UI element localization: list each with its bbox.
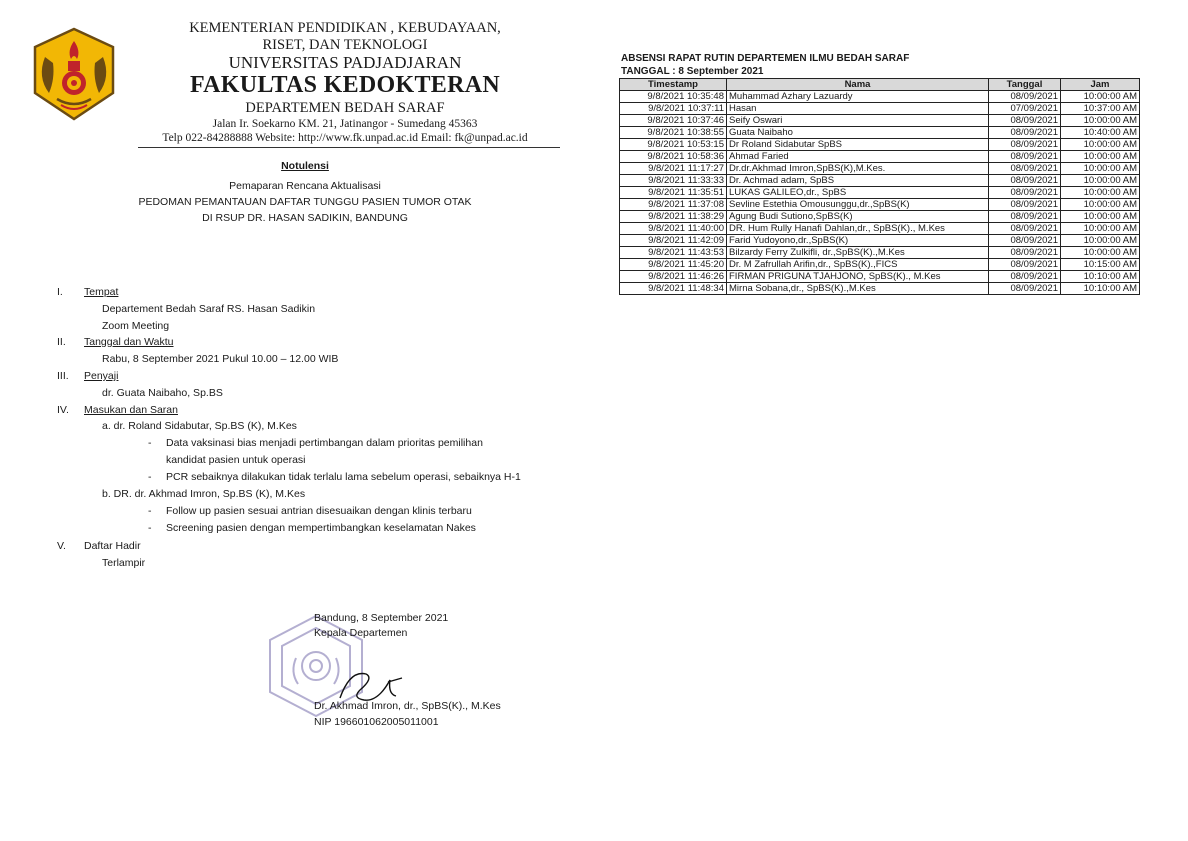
table-row [620, 115, 1140, 127]
section-3-line-1: dr. Guata Naibaho, Sp.BS [102, 387, 223, 399]
table-cell: 9/8/2021 11:43:53 [620, 247, 727, 259]
table-cell: 10:00:00 AM [1061, 187, 1140, 199]
table-cell: 10:15:00 AM [1061, 259, 1140, 271]
sign-name: Dr. Akhmad Imron, dr., SpBS(K)., M.Kes [314, 700, 501, 712]
table-cell: Sevline Estethia Omousunggu,dr.,SpBS(K) [727, 199, 989, 211]
table-cell: 08/09/2021 [989, 115, 1061, 127]
notulensi-heading: Notulensi [281, 160, 329, 172]
section-3-title: Penyaji [84, 370, 119, 382]
section-2-number: II. [57, 336, 66, 348]
table-row [620, 127, 1140, 139]
section-1-title: Tempat [84, 286, 119, 298]
subtitle-1: Pemaparan Rencana Aktualisasi [229, 180, 381, 192]
subtitle-3: DI RSUP DR. HASAN SADIKIN, BANDUNG [202, 212, 408, 224]
table-cell: Seify Oswari [727, 115, 989, 127]
table-cell: 08/09/2021 [989, 187, 1061, 199]
attendance-date: TANGGAL : 8 September 2021 [621, 66, 764, 77]
section-5-line-1: Terlampir [102, 557, 146, 569]
table-cell: 08/09/2021 [989, 211, 1061, 223]
table-cell: 08/09/2021 [989, 127, 1061, 139]
section-4-a-point-1: Data vaksinasi bias menjadi pertimbangan dalam prioritas pemilihan [166, 437, 483, 449]
subtitle-2: PEDOMAN PEMANTAUAN DAFTAR TUNGGU PASIEN TUMOR OTAK [138, 196, 472, 208]
table-row [620, 271, 1140, 283]
sign-place-date: Bandung, 8 September 2021 [314, 612, 449, 624]
table-cell: 9/8/2021 11:42:09 [620, 235, 727, 247]
table-row [620, 211, 1140, 223]
attendance-table [619, 78, 1140, 295]
table-cell: 10:00:00 AM [1061, 247, 1140, 259]
table-cell: FIRMAN PRIGUNA TJAHJONO, SpBS(K)., M.Kes [727, 271, 989, 283]
table-cell: 08/09/2021 [989, 163, 1061, 175]
section-3-number: III. [57, 370, 69, 382]
table-row [620, 91, 1140, 103]
table-cell: 9/8/2021 10:37:11 [620, 103, 727, 115]
section-4-item-a: a. dr. Roland Sidabutar, Sp.BS (K), M.Kes [102, 420, 297, 432]
section-4-a-point-2: PCR sebaiknya dilakukan tidak terlalu lama sebelum operasi, sebaiknya H-1 [166, 471, 521, 483]
table-cell: Muhammad Azhary Lazuardy [727, 91, 989, 103]
table-row [620, 283, 1140, 295]
table-cell: 10:00:00 AM [1061, 163, 1140, 175]
table-cell: 10:00:00 AM [1061, 235, 1140, 247]
table-cell: 10:00:00 AM [1061, 91, 1140, 103]
table-header-row [620, 79, 1140, 91]
table-cell: 9/8/2021 10:38:55 [620, 127, 727, 139]
bullet-dash: - [148, 505, 152, 517]
bullet-dash: - [148, 522, 152, 534]
table-cell: 9/8/2021 11:38:29 [620, 211, 727, 223]
table-row [620, 259, 1140, 271]
section-2-line-1: Rabu, 8 September 2021 Pukul 10.00 – 12.00 WIB [102, 353, 339, 365]
section-4-b-point-2: Screening pasien dengan mempertimbangkan keselamatan Nakes [166, 522, 476, 534]
table-cell: 9/8/2021 11:48:34 [620, 283, 727, 295]
section-4-b-point-1: Follow up pasien sesuai antrian disesuaikan dengan klinis terbaru [166, 505, 472, 517]
table-cell: Ahmad Faried [727, 151, 989, 163]
sign-role: Kepala Departemen [314, 627, 408, 639]
table-cell: 10:00:00 AM [1061, 151, 1140, 163]
table-row [620, 103, 1140, 115]
table-cell: Bilzardy Ferry Zulkifli, dr.,SpBS(K).,M.Kes [727, 247, 989, 259]
table-cell: Guata Naibaho [727, 127, 989, 139]
table-cell: 9/8/2021 11:33:33 [620, 175, 727, 187]
section-5-number: V. [57, 540, 66, 552]
table-cell: Dr.dr.Akhmad Imron,SpBS(K),M.Kes. [727, 163, 989, 175]
table-cell: 9/8/2021 11:37:08 [620, 199, 727, 211]
col-header-timestamp: Timestamp [620, 79, 727, 91]
section-1-number: I. [57, 286, 63, 298]
table-cell: 10:00:00 AM [1061, 211, 1140, 223]
section-1-line-1: Departement Bedah Saraf RS. Hasan Sadikin [102, 303, 316, 315]
table-row [620, 199, 1140, 211]
table-cell: 10:00:00 AM [1061, 175, 1140, 187]
section-4-item-b: b. DR. dr. Akhmad Imron, Sp.BS (K), M.Kes [102, 488, 306, 500]
department-name: DEPARTEMEN BEDAH SARAF [245, 100, 445, 116]
table-cell: LUKAS GALILEO,dr., SpBS [727, 187, 989, 199]
section-1-line-2: Zoom Meeting [102, 320, 170, 332]
table-cell: 9/8/2021 11:17:27 [620, 163, 727, 175]
table-row [620, 139, 1140, 151]
table-cell: 08/09/2021 [989, 259, 1061, 271]
col-header-nama: Nama [727, 79, 989, 91]
table-cell: DR. Hum Rully Hanafi Dahlan,dr., SpBS(K)., M.Kes [727, 223, 989, 235]
table-row [620, 187, 1140, 199]
table-cell: 08/09/2021 [989, 271, 1061, 283]
sign-nip: NIP 196601062005011001 [314, 716, 439, 728]
table-cell: 08/09/2021 [989, 91, 1061, 103]
table-cell: Dr. Achmad adam, SpBS [727, 175, 989, 187]
table-cell: Hasan [727, 103, 989, 115]
col-header-tanggal: Tanggal [989, 79, 1061, 91]
table-cell: 10:00:00 AM [1061, 223, 1140, 235]
table-cell: 08/09/2021 [989, 247, 1061, 259]
table-cell: 10:00:00 AM [1061, 115, 1140, 127]
contact-line: Telp 022-84288888 Website: http://www.fk.unpad.ac.id Email: fk@unpad.ac.id [162, 132, 528, 144]
table-cell: 9/8/2021 11:35:51 [620, 187, 727, 199]
header-rule [138, 147, 560, 148]
table-cell: 10:37:00 AM [1061, 103, 1140, 115]
table-row [620, 223, 1140, 235]
table-cell: 07/09/2021 [989, 103, 1061, 115]
letterhead [130, 20, 560, 145]
col-header-jam: Jam [1061, 79, 1140, 91]
table-cell: 10:00:00 AM [1061, 139, 1140, 151]
table-cell: Mirna Sobana,dr., SpBS(K).,M.Kes [727, 283, 989, 295]
bullet-dash: - [148, 471, 152, 483]
section-2-title: Tanggal dan Waktu [84, 336, 174, 348]
table-cell: 08/09/2021 [989, 223, 1061, 235]
table-row [620, 175, 1140, 187]
table-cell: 10:40:00 AM [1061, 127, 1140, 139]
table-cell: 08/09/2021 [989, 235, 1061, 247]
university-name: UNIVERSITAS PADJADJARAN [228, 53, 462, 72]
table-cell: 08/09/2021 [989, 283, 1061, 295]
table-cell: Dr. M Zafrullah Arifin,dr., SpBS(K).,FICS [727, 259, 989, 271]
table-cell: 9/8/2021 10:58:36 [620, 151, 727, 163]
section-4-title: Masukan dan Saran [84, 404, 178, 416]
table-row [620, 247, 1140, 259]
table-cell: 9/8/2021 11:46:26 [620, 271, 727, 283]
section-4-a-point-1-cont: kandidat pasien untuk operasi [166, 454, 306, 466]
table-cell: 08/09/2021 [989, 175, 1061, 187]
table-row [620, 235, 1140, 247]
table-cell: 9/8/2021 10:37:46 [620, 115, 727, 127]
table-cell: 10:10:00 AM [1061, 271, 1140, 283]
university-logo [27, 27, 121, 121]
address-line: Jalan Ir. Soekarno KM. 21, Jatinangor - Sumedang 45363 [212, 118, 478, 130]
table-cell: 9/8/2021 11:45:20 [620, 259, 727, 271]
table-cell: 10:00:00 AM [1061, 199, 1140, 211]
table-row [620, 163, 1140, 175]
attendance-title: ABSENSI RAPAT RUTIN DEPARTEMEN ILMU BEDAH SARAF [621, 53, 910, 64]
faculty-name: FAKULTAS KEDOKTERAN [190, 72, 500, 98]
table-cell: Dr Roland Sidabutar SpBS [727, 139, 989, 151]
table-cell: 08/09/2021 [989, 151, 1061, 163]
section-5-title: Daftar Hadir [84, 540, 141, 552]
table-cell: Agung Budi Sutiono,SpBS(K) [727, 211, 989, 223]
table-cell: 10:10:00 AM [1061, 283, 1140, 295]
table-row [620, 151, 1140, 163]
table-cell: 9/8/2021 10:35:48 [620, 91, 727, 103]
ministry-line: KEMENTERIAN PENDIDIKAN , KEBUDAYAAN, [189, 20, 501, 36]
table-cell: Farid Yudoyono,dr.,SpBS(K) [727, 235, 989, 247]
bullet-dash: - [148, 437, 152, 449]
table-cell: 9/8/2021 10:53:15 [620, 139, 727, 151]
table-cell: 9/8/2021 11:40:00 [620, 223, 727, 235]
table-cell: 08/09/2021 [989, 139, 1061, 151]
table-cell: 08/09/2021 [989, 199, 1061, 211]
ministry-line-2: RISET, DAN TEKNOLOGI [262, 37, 428, 53]
section-4-number: IV. [57, 404, 69, 416]
